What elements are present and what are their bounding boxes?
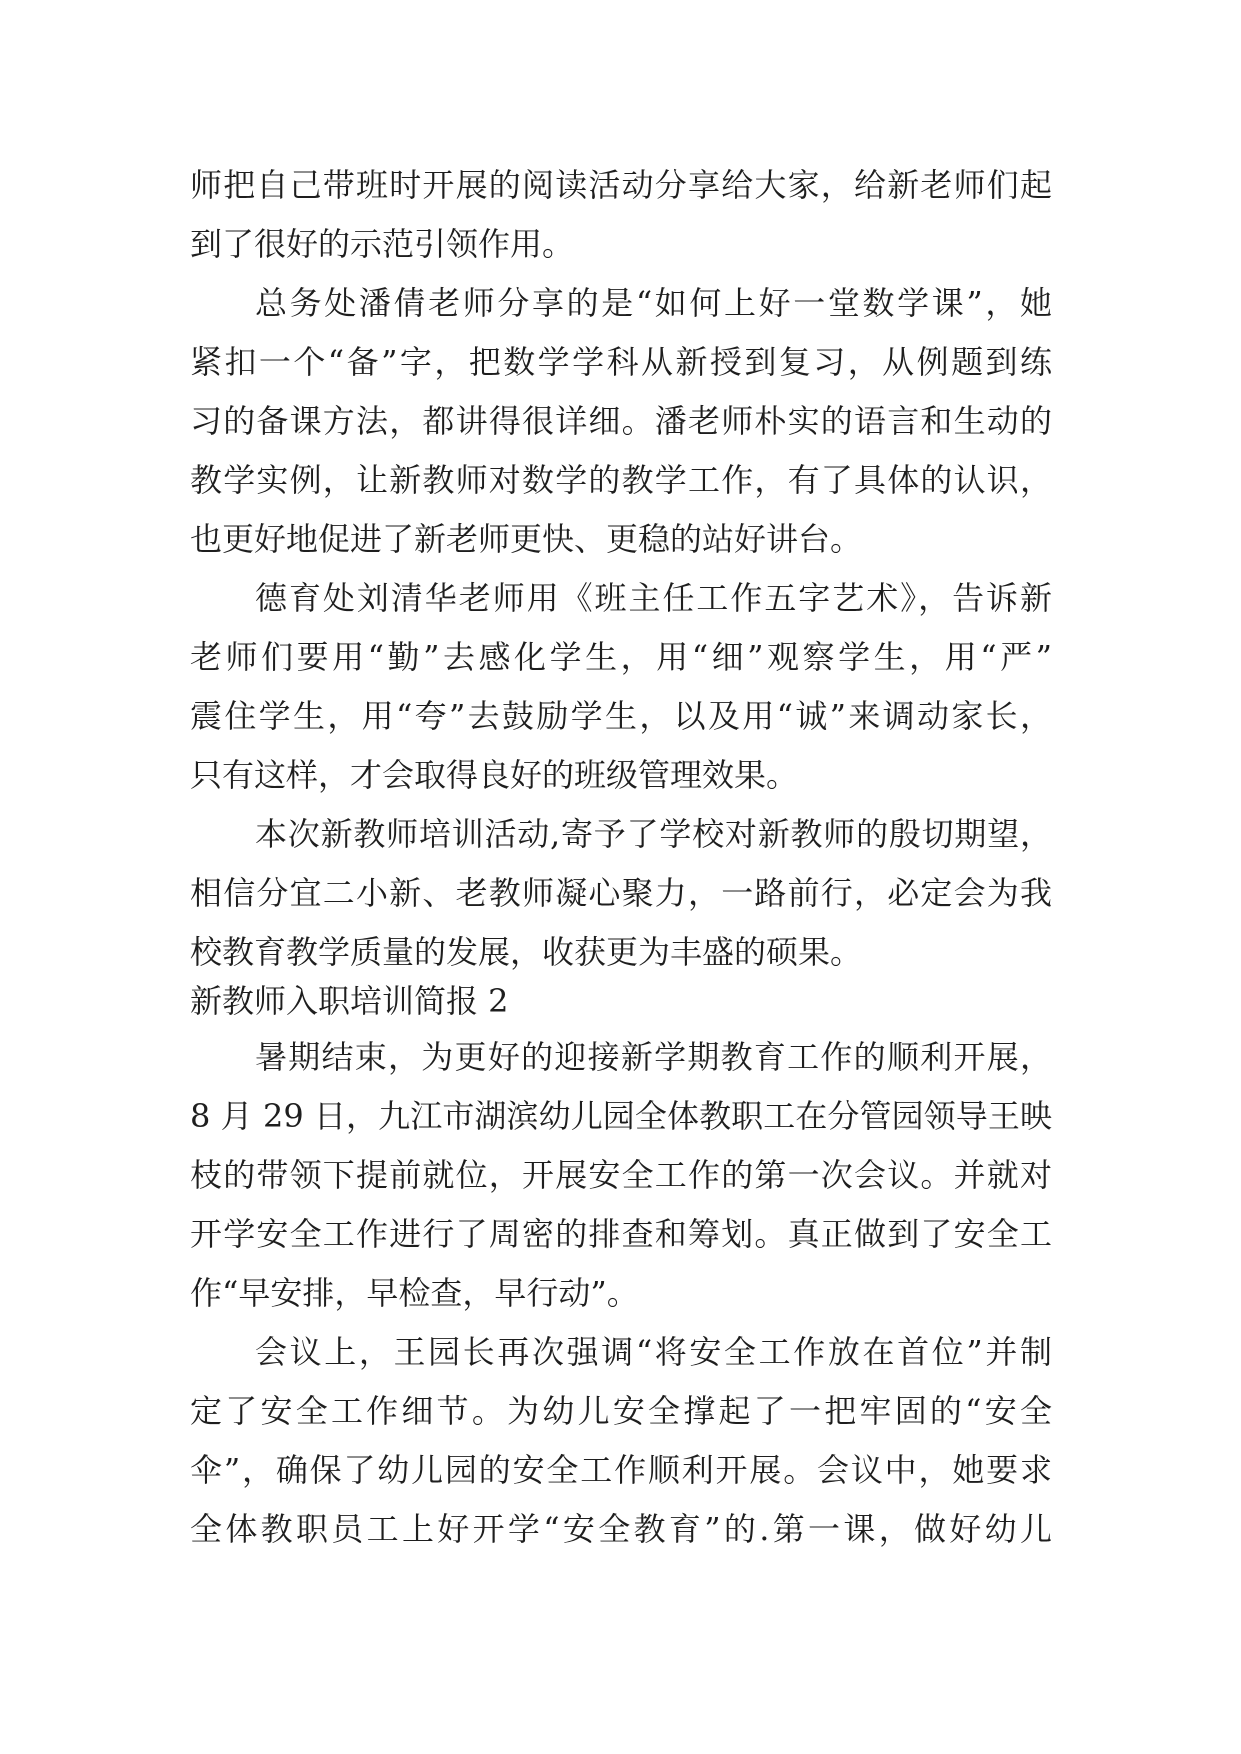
text-line: 伞”，确保了幼儿园的安全工作顺利开展。会议中，她要求 bbox=[190, 1451, 1052, 1489]
text-line: 总务处潘倩老师分享的是“如何上好一堂数学课”，她 bbox=[255, 284, 1052, 322]
text-line: 德育处刘清华老师用《班主任工作五字艺术》，告诉新 bbox=[255, 579, 1052, 617]
text-line: 枝的带领下提前就位，开展安全工作的第一次会议。并就对 bbox=[190, 1156, 1052, 1194]
text-line: 本次新教师培训活动,寄予了学校对新教师的殷切期望， bbox=[255, 815, 1052, 853]
text-line: 习的备课方法，都讲得很详细。潘老师朴实的语言和生动的 bbox=[190, 402, 1052, 440]
text-line: 师把自己带班时开展的阅读活动分享给大家，给新老师们起 bbox=[190, 166, 1052, 204]
text-line: 紧扣一个“备”字，把数学学科从新授到复习，从例题到练 bbox=[190, 343, 1052, 381]
text-line: 作“早安排，早检查，早行动”。 bbox=[190, 1274, 639, 1312]
text-line: 只有这样，才会取得良好的班级管理效果。 bbox=[190, 756, 799, 794]
text-line: 也更好地促进了新老师更快、更稳的站好讲台。 bbox=[190, 520, 863, 558]
text-line: 老师们要用“勤”去感化学生，用“细”观察学生，用“严” bbox=[190, 638, 1052, 676]
text-line: 定了安全工作细节。为幼儿安全撑起了一把牢固的“安全 bbox=[190, 1392, 1052, 1430]
text-line: 校教育教学质量的发展，收获更为丰盛的硕果。 bbox=[190, 933, 863, 971]
text-line: 相信分宜二小新、老教师凝心聚力，一路前行，必定会为我 bbox=[190, 874, 1052, 912]
text-line: 8 月 29 日，九江市湖滨幼儿园全体教职工在分管园领导王映 bbox=[190, 1097, 1052, 1135]
text-line: 到了很好的示范引领作用。 bbox=[190, 225, 575, 263]
text-line: 会议上，王园长再次强调“将安全工作放在首位”并制 bbox=[255, 1333, 1052, 1371]
text-line: 开学安全工作进行了周密的排查和筹划。真正做到了安全工 bbox=[190, 1215, 1052, 1253]
text-line: 全体教职员工上好开学“安全教育”的.第一课，做好幼儿 bbox=[190, 1510, 1052, 1548]
text-line: 暑期结束，为更好的迎接新学期教育工作的顺利开展， bbox=[255, 1038, 1052, 1076]
section-heading: 新教师入职培训简报 2 bbox=[190, 982, 509, 1020]
text-line: 教学实例，让新教师对数学的教学工作，有了具体的认识， bbox=[190, 461, 1052, 499]
text-line: 震住学生，用“夸”去鼓励学生，以及用“诚”来调动家长， bbox=[190, 697, 1052, 735]
